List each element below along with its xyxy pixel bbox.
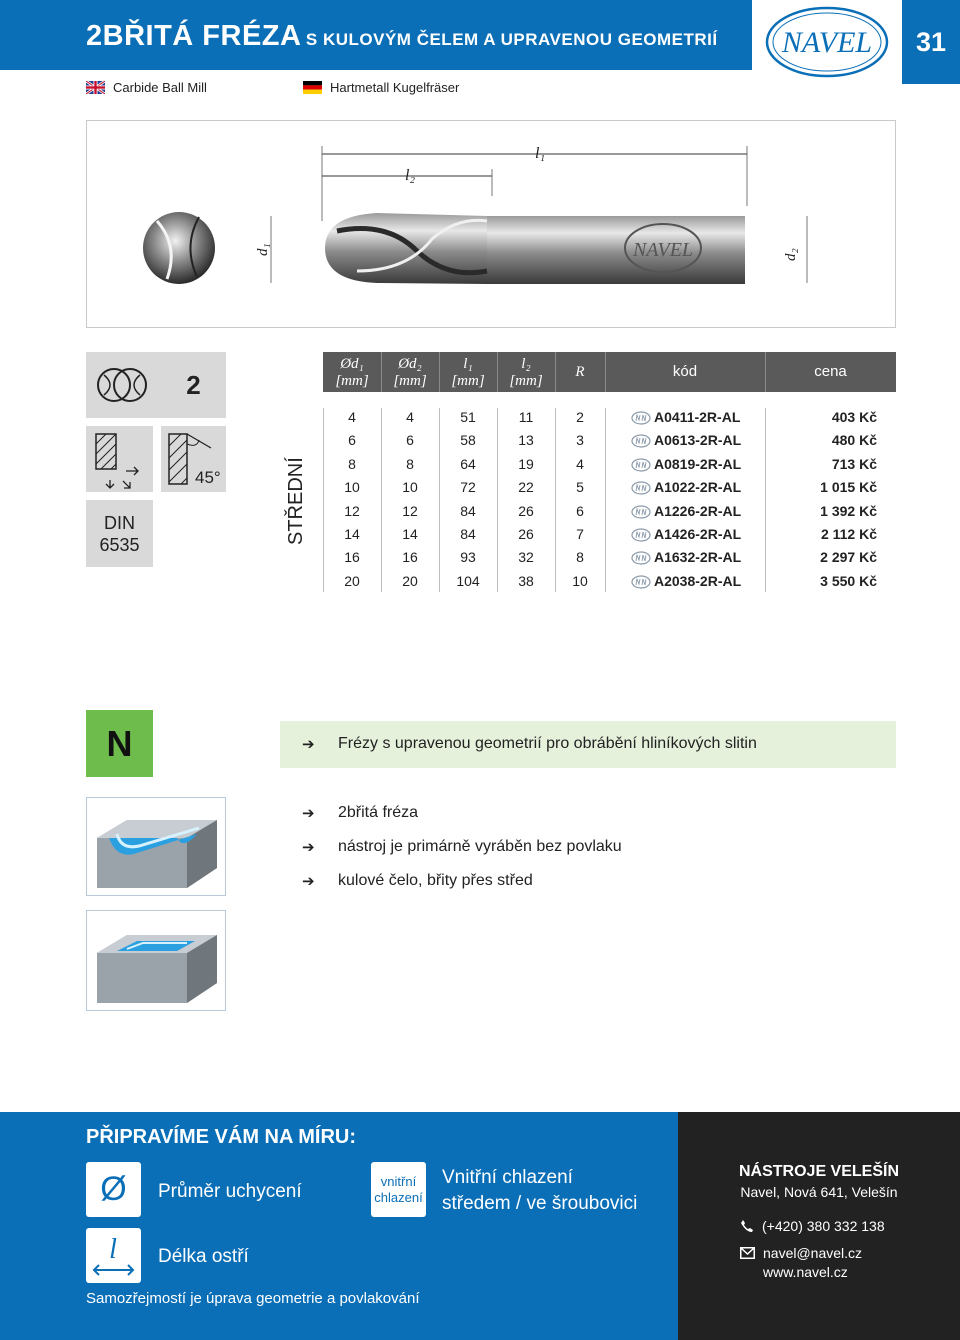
de-flag-icon (303, 81, 322, 94)
cell-l2: 38 (518, 572, 534, 589)
cell-code: A1022-2R-AL (654, 479, 742, 496)
cell-d2: 8 (406, 455, 414, 472)
cell-l1: 84 (460, 526, 476, 542)
center-cut-label: STŘEDNÍ (285, 457, 307, 545)
cell-price: 3 550 Kč (820, 572, 877, 589)
cell-code: A0819-2R-AL (654, 455, 742, 472)
pocket-milling-illustration (86, 910, 226, 1011)
d2-label: d₂ (783, 248, 799, 261)
cell-price: 2 297 Kč (820, 549, 877, 566)
table-row (323, 406, 896, 429)
cell-l1: 64 (460, 455, 476, 472)
arrow-icon: ➔ (302, 839, 315, 856)
slot-milling-illustration (86, 797, 226, 896)
lang-en: Carbide Ball Mill (86, 80, 207, 95)
table-row (323, 500, 896, 523)
center-cut-icon-box (86, 426, 153, 492)
helix-angle-box (161, 426, 226, 492)
cell-d2: 14 (402, 526, 418, 542)
cell-code: A0411-2R-AL (654, 409, 741, 425)
phone-icon (740, 1219, 754, 1233)
cell-d2: 12 (402, 502, 418, 519)
header-l2: l₂ [mm] (509, 356, 543, 389)
cell-d1: 12 (344, 502, 360, 519)
navel-mini-logo-icon (631, 481, 651, 495)
cell-l2: 26 (518, 526, 534, 542)
arrow-icon: ➔ (302, 736, 315, 753)
navel-logo (752, 0, 902, 84)
footer-note: Samozřejmostí je úprava geometrie a povlakování (86, 1290, 420, 1307)
uk-flag-icon (86, 81, 105, 94)
material-group-n: N (86, 710, 153, 777)
feature-bullet: ➔ kulové čelo, břity přes střed (302, 872, 533, 890)
tool-shank (487, 216, 745, 284)
din-label: DIN (104, 512, 135, 533)
length-icon (86, 1228, 141, 1283)
ball-end-icon (86, 352, 161, 418)
header-d1: Ød₁ [mm] (335, 356, 369, 389)
cell-d1: 16 (344, 549, 360, 566)
cell-price: 480 Kč (831, 432, 877, 449)
company-email[interactable]: navel@navel.cz (740, 1245, 862, 1261)
cell-price: 1 392 Kč (820, 502, 877, 519)
cell-r: 5 (576, 479, 584, 496)
l1-label: l₁ (535, 145, 546, 162)
diameter-icon: Ø (86, 1162, 141, 1217)
table-row (323, 523, 896, 546)
page-number: 31 (902, 0, 960, 84)
cell-price: 403 Kč (831, 409, 877, 425)
table-row (323, 453, 896, 476)
company-name: NÁSTROJE VELEŠÍN (738, 1163, 900, 1180)
cell-l1: 58 (460, 432, 476, 449)
cell-code: A1226-2R-AL (654, 502, 742, 519)
header-d2: Ød₂ [mm] (393, 356, 427, 389)
table-row (323, 429, 896, 452)
cell-r: 6 (576, 502, 584, 519)
header-r: R (575, 364, 585, 380)
navel-mini-logo-icon (631, 551, 651, 565)
cell-l2: 19 (518, 455, 534, 472)
custom-options-title: PŘIPRAVÍME VÁM NA MÍRU: (86, 1126, 356, 1148)
d1-label: d₁ (255, 243, 271, 256)
cell-code: A0613-2R-AL (654, 432, 742, 449)
length-label: Délka ostří (158, 1246, 249, 1267)
cell-d1: 4 (348, 409, 356, 425)
cell-l2: 26 (518, 502, 534, 519)
cell-l2: 32 (518, 549, 534, 566)
company-address: Navel, Nová 641, Velešín (740, 1184, 898, 1200)
din-number: 6535 (99, 534, 140, 555)
cell-l2: 11 (518, 409, 534, 425)
page-title: 2BŘITÁ FRÉZA S KULOVÝM ČELEM A UPRAVENOU GEOMETRIÍ (86, 20, 718, 52)
company-website[interactable]: www.navel.cz (763, 1264, 848, 1280)
navel-mini-logo-icon (631, 505, 651, 519)
arrow-icon: ➔ (302, 805, 315, 822)
l2-label: l₂ (405, 167, 416, 184)
svg-text:l: l (109, 1234, 117, 1265)
tool-drawing (86, 120, 896, 328)
header-l1: l₁ [mm] (451, 356, 485, 389)
cell-price: 1 015 Kč (820, 479, 877, 496)
logo-text: NAVEL (781, 26, 873, 59)
internal-cooling-icon: vnitřní chlazení (371, 1162, 426, 1217)
cell-d2: 6 (406, 432, 414, 449)
navel-mini-logo-icon (631, 528, 651, 542)
shank-logo-text: NAVEL (632, 239, 694, 261)
cell-d2: 10 (402, 479, 418, 496)
cell-l2: 13 (518, 432, 534, 449)
cell-l2: 22 (518, 479, 534, 496)
cell-code: A1632-2R-AL (654, 549, 742, 566)
header-code: kód (672, 363, 698, 380)
table-row (323, 570, 896, 593)
lang-de: Hartmetall Kugelfräser (303, 80, 459, 95)
table-row (323, 546, 896, 569)
ball-end-icon-box (86, 352, 161, 418)
email-icon (740, 1247, 755, 1259)
cell-l1: 72 (460, 479, 476, 496)
cell-code: A2038-2R-AL (654, 572, 742, 589)
cell-l1: 93 (460, 549, 476, 566)
table-row (323, 476, 896, 499)
cooling-label-line2: středem / ve šroubovici (442, 1193, 638, 1214)
cell-d1: 8 (348, 455, 356, 472)
cell-d2: 20 (402, 572, 418, 589)
header-price: cena (814, 363, 847, 380)
cell-d1: 10 (344, 479, 360, 496)
navel-mini-logo-icon (631, 411, 651, 425)
feature-bullet: ➔ 2břitá fréza (302, 804, 419, 822)
cell-price: 713 Kč (831, 455, 877, 472)
company-phone: (+420) 380 332 138 (740, 1218, 885, 1234)
cell-d1: 20 (344, 572, 360, 589)
table-header (323, 352, 896, 392)
cell-code: A1426-2R-AL (654, 526, 742, 542)
helix-angle-label: 45° (195, 468, 221, 487)
cell-l1: 104 (456, 572, 480, 589)
navel-mini-logo-icon (631, 434, 651, 448)
din-standard-box (86, 500, 153, 567)
arrow-icon: ➔ (302, 873, 315, 890)
cell-r: 10 (572, 572, 588, 589)
cell-l1: 84 (460, 502, 476, 519)
feature-bullet: ➔ nástroj je primárně vyráběn bez povlaku (302, 838, 622, 856)
navel-mini-logo-icon (631, 575, 651, 589)
cell-d2: 4 (406, 409, 414, 425)
material-headline: ➔ Frézy s upravenou geometrií pro obrábění hliníkových slitin (302, 735, 757, 753)
cell-l1: 51 (460, 409, 476, 425)
cell-r: 3 (576, 432, 584, 449)
cooling-label-line1: Vnitřní chlazení (442, 1167, 573, 1188)
cell-price: 2 112 Kč (820, 526, 877, 542)
navel-mini-logo-icon (631, 458, 651, 472)
cell-r: 8 (576, 549, 584, 566)
flutes-count: 2 (161, 352, 226, 418)
ball-end-view (143, 212, 215, 284)
cell-d1: 6 (348, 432, 356, 449)
diameter-label: Průměr uchycení (158, 1181, 302, 1202)
cell-r: 4 (576, 455, 584, 472)
cell-r: 2 (576, 409, 584, 425)
cell-r: 7 (576, 526, 584, 542)
center-cut-icon (86, 426, 153, 492)
cell-d2: 16 (402, 549, 418, 566)
cell-d1: 14 (344, 526, 360, 542)
